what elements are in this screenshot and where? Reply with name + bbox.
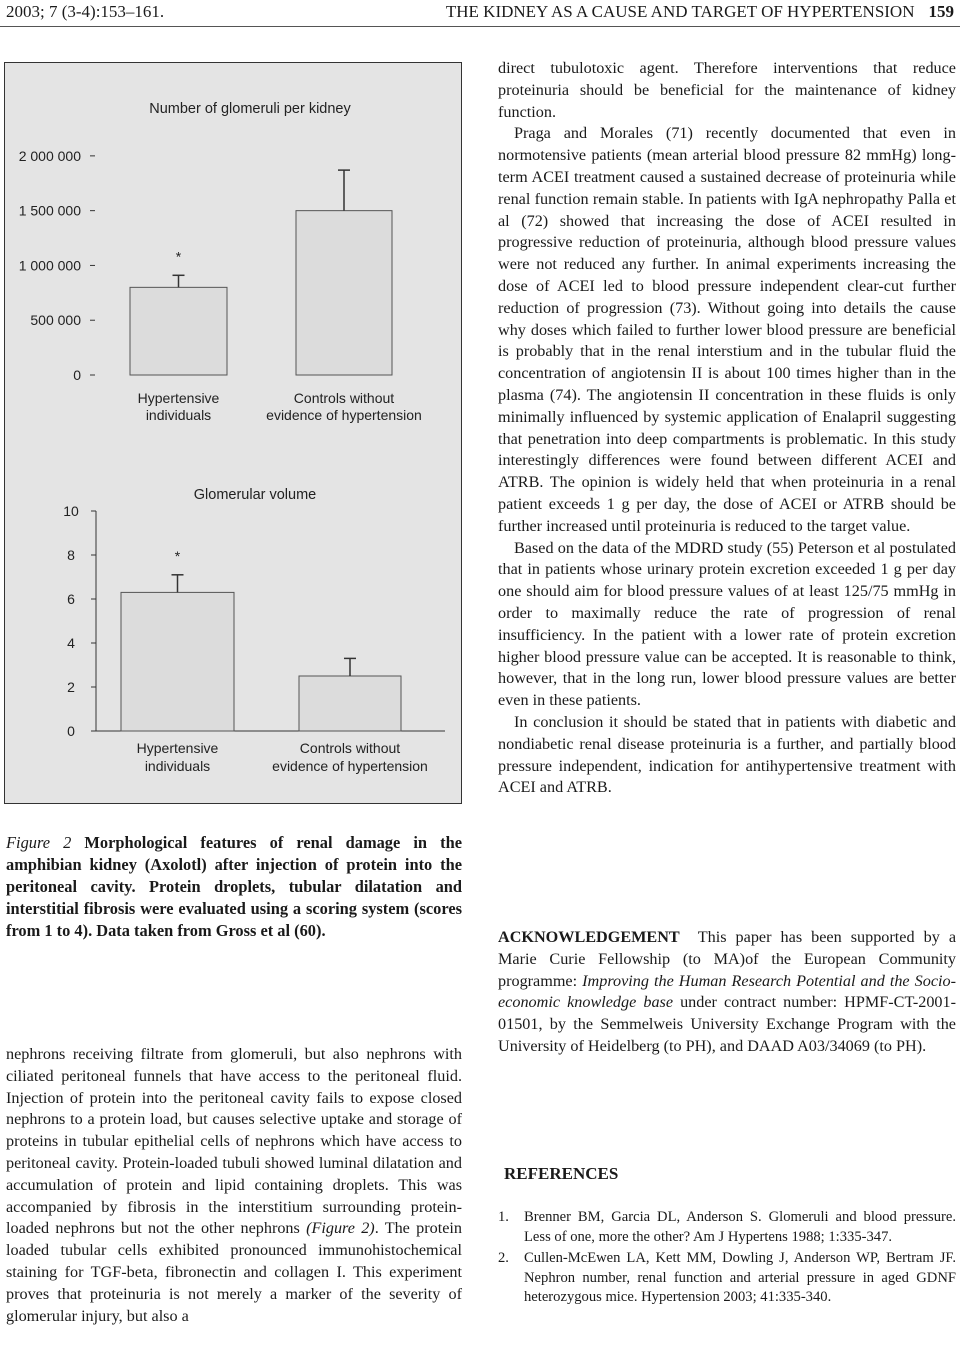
y-tick-label: 2 <box>67 679 75 695</box>
x-category-label: Hypertensive <box>136 740 219 756</box>
x-category-label: evidence of hypertension <box>266 407 422 423</box>
bar <box>296 211 392 375</box>
y-tick-label: 1 000 000 <box>18 257 81 274</box>
left-column-body <box>6 1044 462 1327</box>
body-paragraph: Based on the data of the MDRD study (55) Peterson et al postulated that in patients whose urinary protein excretion exceeded 1 g per day one should aim for blood pressure values of at least 125/75 mmHg in order to maximally reduce the rate of progression of renal insufficiency. In the patient with a lower rate of protein excretion higher blood pressure value can be accepted. It is reasonable to think, however, that in the long run, lower blood pressure values are better even in these patients. <box>498 538 956 710</box>
x-category-label: Controls without <box>293 390 395 406</box>
y-tick-label: 4 <box>67 635 75 651</box>
figure-reference: (Figure 2) <box>306 1219 375 1238</box>
reference-number: 1. <box>498 1209 509 1225</box>
reference-list <box>498 1208 956 1310</box>
figure-caption-text: Morphological features of renal damage in the amphibian kidney (Axolotl) after injection of protein into the peritoneal cavity. Protein droplets, tubular dilatation and interstitial fibrosis were evaluated using a scoring system (scores from 1 to 4). Data taken from Gross et al (60). <box>6 833 462 940</box>
running-title: THE KIDNEY AS A CAUSE AND TARGET OF HYPERTENSION <box>445 2 915 21</box>
y-tick-label: 6 <box>67 591 75 607</box>
y-tick-label: 2 000 000 <box>18 147 81 164</box>
y-tick-label: 0 <box>73 367 81 383</box>
reference-text: Brenner BM, Garcia DL, Anderson S. Glomeruli and blood pressure. Less of one, more the other? Am J Hypertens 1988; 1:335-347. <box>524 1209 956 1245</box>
figure-caption <box>6 832 462 942</box>
acknowledgement <box>498 927 956 1058</box>
chart-title: Glomerular volume <box>193 487 317 503</box>
x-category-label: individuals <box>144 758 211 774</box>
body-paragraph: direct tubulotoxic agent. Therefore interventions that reduce proteinuria should be beneficial for the maintenance of kidney function. <box>498 59 956 121</box>
references-heading: REFERENCES <box>504 1164 619 1183</box>
running-header <box>0 0 960 30</box>
acknowledgement-title: ACKNOWLEDGEMENT <box>498 928 680 946</box>
programme-name: Improving the Human Research Potential and the Socio-economic knowledge base <box>498 971 956 1012</box>
running-title-block <box>446 2 954 22</box>
body-text: . The protein loaded tubular cells exhibited pronounced immunohistochemical staining for TGF-beta, fibronectin and collagen I. This experiment proves that proteinuria is not merely a marker of the severity of glomerular injury, but also a <box>6 1219 462 1325</box>
reference-text: Cullen-McEwen LA, Kett MM, Dowling J, Anderson WP, Bertram JF. Nephron number, renal function and arterial pressure in aged GDNF heterozygous mice. Hypertension 2003; 41:335-340. <box>524 1250 956 1306</box>
right-column-body <box>498 58 956 799</box>
journal-citation: 2003; 7 (3-4):153–161. <box>6 2 165 21</box>
page-number: 159 <box>928 2 954 21</box>
header-rule <box>0 26 960 27</box>
body-paragraph <box>6 1044 462 1327</box>
y-tick-label: 0 <box>67 723 75 739</box>
x-category-label: Controls without <box>299 740 401 756</box>
significance-marker: * <box>175 248 182 265</box>
y-tick-label: 10 <box>63 503 79 519</box>
x-category-label: individuals <box>145 407 212 423</box>
body-text: nephrons receiving filtrate from glomeruli, but also nephrons with ciliated peritoneal funnels that have access to the peritoneal fluid. Injection of protein into the peritoneal cavity fails to expose closed nephrons to a protein load, but causes selective uptake and storage of proteins in tubular epithelial cells of nephrons which have access to peritoneal cavity. Protein-loaded tubuli showed luminal dilatation and accumulation of protein and lipid containing droplets. This was accompanied by fibrosis in the interstitium surrounding protein-loaded nephrons but not the other nephrons <box>6 1045 462 1238</box>
y-tick-label: 1 500 000 <box>18 202 81 219</box>
bar <box>130 287 227 375</box>
chart-title: Number of glomeruli per kidney <box>149 101 351 117</box>
bar <box>121 592 234 731</box>
significance-marker: * <box>174 547 181 564</box>
acknowledgement-paragraph <box>498 927 956 1058</box>
body-paragraph: Praga and Morales (71) recently documented that even in normotensive patients (mean arterial blood pressure 82 mmHg) long-term ACEI treatment caused a sustained decrease of proteinuria while renal function remain stable. In patients with IgA nephropathy Palla et al (72) showed that increasing the dose of ACEI resulted in progressive reduction of proteinuria, although blood pressure values were not reduced any further. In animal experiments increasing the dose of ACEI led to blood pressure independent clear-cut further reduction of progression (73). Without going into details the cause why doses which failed to further lower blood pressure are beneficial is probably that in the renal interstium and in the tubular fluid the concentration of angiotensin II is about 100 times higher than in the plasma (74). The angiotensin II concentration in these fluids is only minimally influenced by systemic application of Enalapril suggesting that penetration into deep compartments is problematic. In this study interestingly differences were found between different ACEI and ATRB. The opinion is widely held that when proteinuria in a renal patient exceeds 1 g per day, the dose of ACEI or ATRB should be further increased until proteinuria is reduced to the target value. <box>498 124 956 535</box>
body-paragraph: In conclusion it should be stated that in patients with diabetic and nondiabetic renal disease proteinuria is a further, and partially blood pressure independent, indication for antihypertensive treatment with ACEI and ATRB. <box>498 712 956 797</box>
y-tick-label: 500 000 <box>30 312 81 329</box>
bar <box>299 676 401 731</box>
reference-number: 2. <box>498 1250 509 1267</box>
acknowledgement-text: This paper has been supported by a Marie Curie Fellowship (to MA)of the European Community programme: <box>498 928 957 990</box>
figure-2-charts <box>5 63 463 805</box>
x-category-label: Hypertensive <box>137 390 220 406</box>
figure-2 <box>4 62 462 804</box>
x-category-label: evidence of hypertension <box>272 758 428 774</box>
y-tick-label: 8 <box>67 547 75 563</box>
reference-item <box>498 1249 956 1308</box>
figure-caption-label: Figure 2 <box>6 833 72 852</box>
reference-item <box>498 1208 956 1247</box>
acknowledgement-text: under contract number: HPMF-CT-2001-01501, by the Semmelweis University Exchange Program with the University of Heidelberg (to PH), and DAAD A03/34069 (to PH). <box>498 993 957 1055</box>
